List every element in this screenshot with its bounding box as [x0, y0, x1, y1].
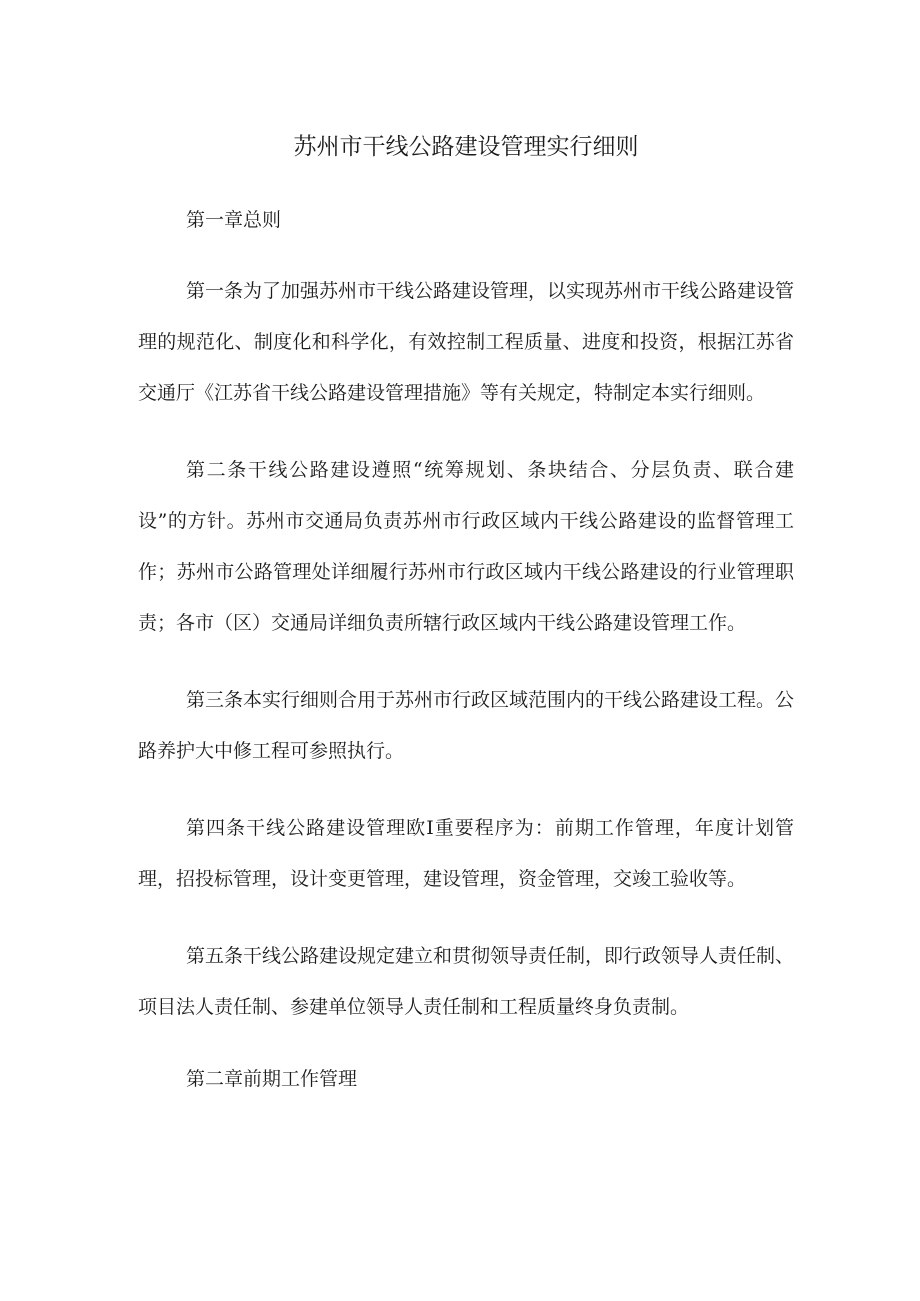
chapter-heading-2: 第二章前期工作管理 — [186, 1068, 358, 1090]
article-1: 第一条为了加强苏州市干线公路建设管理，以实现苏州市干线公路建设管理的规范化、制度化和科学化，有效控制工程质量、进度和投资，根据江苏省交通厅《江苏省干线公路建设管理措施》等有关规定，特制定本实行细则。 — [138, 280, 795, 404]
article-3: 第三条本实行细则合用于苏州市行政区域范围内的干线公路建设工程。公路养护大中修工程可参照执行。 — [138, 689, 795, 762]
article-2: 第二条干线公路建设遵照“统筹规划、条块结合、分层负责、联合建设”的方针。苏州市交通局负责苏州市行政区域内干线公路建设的监督管理工作；苏州市公路管理处详细履行苏州市行政区域内干线公路建设的行业管理职责；各市（区）交通局详细负责所辖行政区域内干线公路建设管理工作。 — [138, 459, 794, 634]
document-page — [138, 130, 794, 1097]
document-title: 苏州市干线公路建设管理实行细则 — [293, 134, 639, 160]
article-5: 第五条干线公路建设规定建立和贯彻领导责任制，即行政领导人责任制、项目法人责任制、参建单位领导人责任制和工程质量终身负责制。 — [138, 945, 795, 1018]
article-4: 第四条干线公路建设管理欧I重要程序为：前期工作管理，年度计划管理，招投标管理，设计变更管理，建设管理，资金管理，交竣工验收等。 — [138, 817, 794, 890]
chapter-heading-1: 第一章总则 — [186, 209, 282, 231]
